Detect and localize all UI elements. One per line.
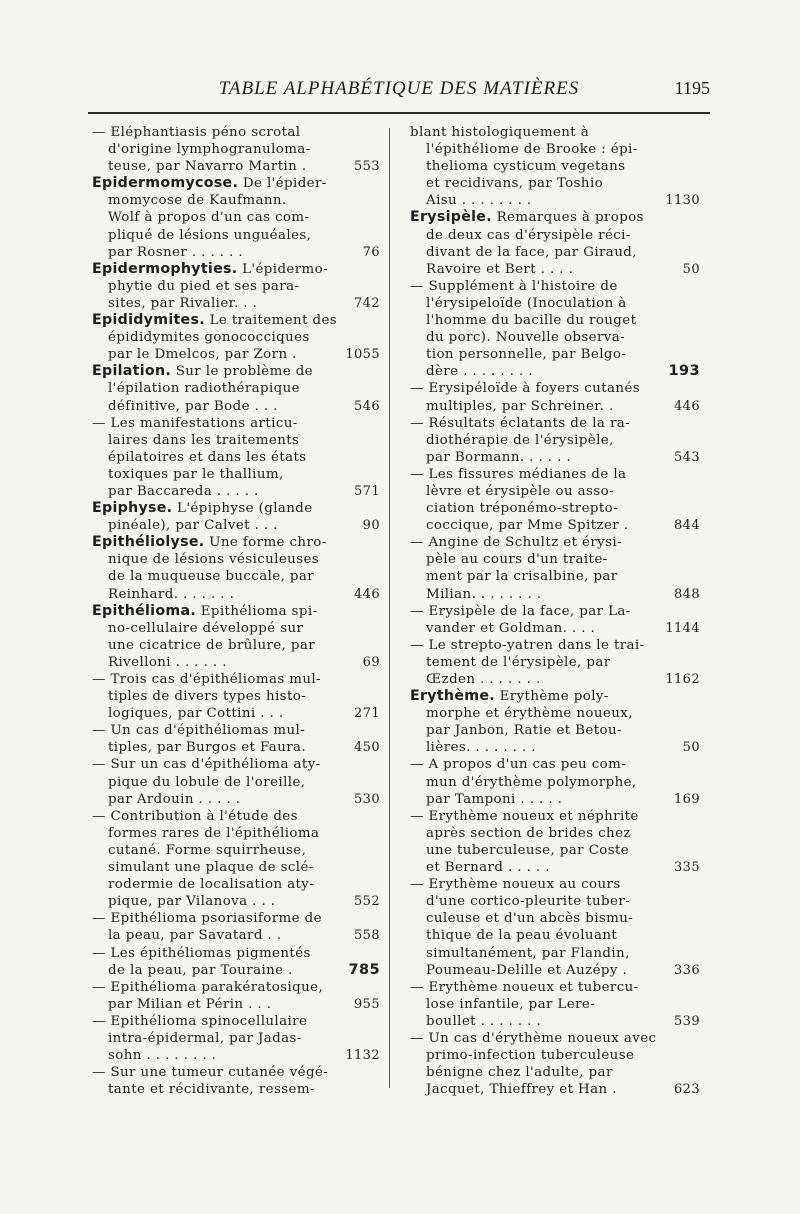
- index-entry: [92, 312, 378, 363]
- index-entry: [410, 415, 698, 466]
- entry-text: teuse, par Navarro Martin .: [108, 159, 307, 175]
- entry-text: par le Dmelcos, par Zorn .: [108, 347, 297, 363]
- page-reference: 558: [353, 928, 380, 944]
- entry-text: momycose de Kaufmann.: [108, 193, 287, 209]
- entry-text: d'origine lymphogranuloma-: [108, 142, 311, 158]
- page-reference: 1055: [345, 347, 380, 363]
- entry-text: et Bernard . . . . .: [426, 860, 550, 876]
- entry-heading: Epidermophyties.: [92, 260, 238, 277]
- entry-text: — Epithélioma parakératosique,: [92, 979, 324, 995]
- index-entry: [410, 979, 698, 1030]
- entry-text: pliqué de lésions unguéales,: [108, 227, 312, 243]
- index-entry: [410, 808, 698, 876]
- entry-text: bénigne chez l'adulte, par: [426, 1065, 613, 1081]
- entry-text: Milian. . . . . . . .: [426, 586, 542, 602]
- entry-text: par Ardouin . . . . .: [108, 791, 241, 807]
- entry-text: par Baccareda . . . . .: [108, 483, 259, 499]
- index-entry: [92, 534, 378, 602]
- entry-text: laires dans les traitements: [108, 432, 300, 448]
- page-reference: 1130: [665, 193, 700, 209]
- entry-text: no-cellulaire développé sur: [108, 620, 304, 636]
- index-entry: [92, 415, 378, 500]
- page-reference: 271: [353, 706, 380, 722]
- entry-text: phytie du pied et ses para-: [108, 278, 300, 294]
- entry-text: — Les fissures médianes de la: [410, 466, 627, 482]
- index-entry: [410, 876, 698, 979]
- entry-text: — Sur un cas d'épithélioma aty-: [92, 757, 321, 773]
- entry-text: ciation tréponémo-strepto-: [426, 501, 619, 517]
- page-header: [88, 78, 710, 108]
- entry-text: et recidivans, par Toshio: [426, 176, 604, 192]
- entry-text: par Tamponi . . . . .: [426, 791, 563, 807]
- entry-text: de la peau, par Touraine .: [108, 962, 293, 978]
- entry-text: Jacquet, Thieffrey et Han .: [426, 1082, 617, 1098]
- page-reference: 76: [362, 244, 380, 260]
- page-reference: 90: [362, 518, 380, 534]
- entry-text: mun d'érythème polymorphe,: [426, 774, 637, 790]
- entry-text: thelioma cysticum vegetans: [426, 159, 626, 175]
- right-column: [410, 124, 698, 1098]
- entry-text: pèle au cours d'un traite-: [426, 552, 608, 568]
- entry-text: thique de la peau évoluant: [426, 928, 618, 944]
- index-entry: [410, 209, 698, 277]
- index-entry: [410, 756, 698, 807]
- entry-text: Aisu . . . . . . . .: [426, 193, 532, 209]
- entry-text: — Un cas d'érythème noueux avec: [410, 1030, 657, 1046]
- entry-text: définitive, par Bode . . .: [108, 398, 278, 414]
- index-entry: [410, 603, 698, 637]
- entry-text: coccique, par Mme Spitzer .: [426, 518, 629, 534]
- entry-text: — Contribution à l'étude des: [92, 808, 298, 824]
- entry-text: De l'épider-: [242, 176, 327, 192]
- entry-text: L'épiphyse (glande: [177, 501, 313, 517]
- entry-text: sohn . . . . . . . .: [108, 1048, 217, 1064]
- entry-text: Une forme chro-: [209, 535, 327, 551]
- entry-text: Œzden . . . . . . .: [426, 672, 541, 687]
- entry-text: — Le strepto-yatren dans le trai-: [410, 637, 645, 653]
- page-reference: 169: [673, 791, 700, 807]
- entry-text: rodermie de localisation aty-: [108, 877, 315, 893]
- page-reference: 1144: [665, 620, 700, 636]
- entry-text: vander et Goldman. . . .: [426, 620, 596, 636]
- entry-text: pique, par Vilanova . . .: [108, 894, 276, 910]
- running-title: TABLE ALPHABÉTIQUE DES MATIÈRES: [218, 78, 580, 99]
- entry-text: — Supplément à l'histoire de: [410, 278, 618, 294]
- entry-text: — Epithélioma spinocellulaire: [92, 1013, 308, 1029]
- entry-text: boullet . . . . . . .: [426, 1013, 542, 1029]
- entry-text: — Erysipèle de la face, par La-: [410, 603, 631, 619]
- entry-text: tiples, par Burgos et Faura.: [108, 740, 307, 756]
- entry-text: — Erythème noueux et néphrite: [410, 808, 639, 824]
- page-reference: 623: [673, 1082, 700, 1098]
- entry-heading: Epidermomycose.: [92, 175, 239, 192]
- entry-text: — Un cas d'épithéliomas mul-: [92, 723, 306, 739]
- entry-text: simultanément, par Flandin,: [426, 945, 630, 961]
- entry-heading: Epilation.: [92, 363, 172, 380]
- page-reference: 1162: [665, 672, 700, 687]
- entry-text: — Les manifestations articu-: [92, 415, 298, 431]
- entry-text: épididymites gonococciques: [108, 330, 310, 346]
- entry-text: pique du lobule de l'oreille,: [108, 774, 306, 790]
- entry-text: L'épidermo-: [242, 261, 329, 277]
- entry-text: toxiques par le thallium,: [108, 466, 284, 482]
- entry-heading: Epiphyse.: [92, 500, 173, 517]
- index-entry: [410, 534, 698, 602]
- entry-text: l'homme du bacille du rouget: [426, 313, 637, 329]
- entry-text: de la muqueuse buccale, par: [108, 569, 315, 585]
- entry-heading: Erythème.: [410, 688, 495, 705]
- index-entry: [410, 688, 698, 756]
- entry-text: — Les épithéliomas pigmentés: [92, 945, 311, 961]
- entry-text: sites, par Rivalier. . .: [108, 295, 258, 311]
- entry-text: cutané. Forme squirrheuse,: [108, 842, 307, 858]
- entry-text: Epithélioma spi-: [200, 603, 318, 619]
- page-number: 1195: [674, 78, 710, 98]
- entry-text: Le traitement des: [209, 313, 338, 329]
- entry-text: pinéale), par Calvet . . .: [108, 518, 278, 534]
- entry-text: Wolf à propos d'un cas com-: [108, 210, 310, 226]
- entry-text: après section de brides chez: [426, 825, 631, 841]
- page-reference: 785: [348, 961, 380, 978]
- entry-heading: Erysipèle.: [410, 209, 492, 226]
- entry-text: — Erythème noueux et tubercu-: [410, 979, 639, 995]
- index-entry: [92, 363, 378, 414]
- page-reference: 539: [673, 1013, 700, 1029]
- entry-text: — Trois cas d'épithéliomas mul-: [92, 672, 321, 687]
- page-reference: 69: [362, 654, 380, 670]
- index-entry: [92, 979, 378, 1013]
- entry-text: par Janbon, Ratie et Betou-: [426, 723, 622, 739]
- entry-heading: Epithélioma.: [92, 602, 197, 619]
- entry-text: lières. . . . . . . .: [426, 740, 536, 756]
- entry-text: — Sur une tumeur cutanée végé-: [92, 1065, 329, 1081]
- entry-text: Rivelloni . . . . . .: [108, 654, 227, 670]
- index-entry: [92, 124, 378, 175]
- page-reference: 50: [682, 261, 700, 277]
- entry-text: la peau, par Savatard . .: [108, 928, 282, 944]
- entry-heading: Epithéliolyse.: [92, 534, 205, 551]
- entry-text: — Angine de Schultz et érysi-: [410, 535, 622, 551]
- entry-text: blant histologiquement à: [410, 125, 590, 140]
- entry-text: culeuse et d'un abcès bismu-: [426, 911, 634, 927]
- entry-text: morphe et érythème noueux,: [426, 706, 633, 722]
- entry-text: nique de lésions vésiculeuses: [108, 552, 320, 568]
- index-entry: [92, 910, 378, 944]
- index-entry: [410, 124, 698, 209]
- page-reference: 450: [353, 740, 380, 756]
- page-reference: 336: [673, 962, 700, 978]
- entry-text: Sur le problème de: [175, 364, 314, 380]
- entry-text: une cicatrice de brûlure, par: [108, 637, 316, 653]
- entry-text: — A propos d'un cas peu com-: [410, 757, 627, 773]
- entry-text: une tuberculeuse, par Coste: [426, 842, 630, 858]
- entry-text: tante et récidivante, ressem-: [108, 1082, 315, 1098]
- entry-text: — Eléphantiasis péno scrotal: [92, 125, 301, 140]
- entry-text: multiples, par Schreiner. .: [426, 398, 614, 414]
- index-entry: [410, 466, 698, 534]
- entry-text: intra-épidermal, par Jadas-: [108, 1030, 302, 1046]
- entry-text: par Milian et Périn . . .: [108, 996, 272, 1012]
- entry-text: par Bormann. . . . . .: [426, 449, 572, 465]
- entry-text: d'une cortico-pleurite tuber-: [426, 894, 631, 910]
- entry-text: — Erysipéloïde à foyers cutanés: [410, 381, 641, 397]
- page-reference: 546: [353, 398, 380, 414]
- entry-text: tiples de divers types histo-: [108, 689, 307, 705]
- entry-text: formes rares de l'épithélioma: [108, 825, 320, 841]
- page-reference: 955: [353, 996, 380, 1012]
- index-entry: [92, 722, 378, 756]
- entry-text: de deux cas d'érysipèle réci-: [426, 227, 631, 243]
- entry-text: Remarques à propos: [496, 210, 644, 226]
- entry-text: l'érysipeloïde (Inoculation à: [426, 295, 627, 311]
- left-column: [92, 124, 378, 1098]
- page-reference: 335: [673, 860, 700, 876]
- entry-text: — Epithélioma psoriasiforme de: [92, 911, 322, 927]
- index-entry: [92, 671, 378, 722]
- page-reference: 193: [668, 363, 700, 380]
- entry-text: diothérapie de l'érysipèle,: [426, 432, 614, 448]
- entry-text: Poumeau-Delille et Auzépy .: [426, 962, 628, 978]
- entry-text: Erythème poly-: [499, 689, 609, 705]
- page-reference: 50: [682, 740, 700, 756]
- index-entry: [92, 603, 378, 671]
- index-entry: [92, 500, 378, 534]
- entry-text: lose infantile, par Lere-: [426, 996, 596, 1012]
- entry-text: — Résultats éclatants de la ra-: [410, 415, 631, 431]
- entry-text: épilatoires et dans les états: [108, 449, 307, 465]
- entry-text: tement de l'érysipèle, par: [426, 654, 611, 670]
- page-reference: 553: [353, 159, 380, 175]
- header-rule: [88, 112, 710, 114]
- entry-text: simulant une plaque de sclé-: [108, 860, 314, 876]
- entry-text: primo-infection tuberculeuse: [426, 1048, 635, 1064]
- entry-text: lèvre et érysipèle ou asso-: [426, 483, 614, 499]
- page-reference: 844: [673, 518, 700, 534]
- page-reference: 446: [673, 398, 700, 414]
- index-entry: [92, 175, 378, 260]
- entry-text: du porc). Nouvelle observa-: [426, 330, 626, 346]
- page-reference: 552: [353, 894, 380, 910]
- entry-text: l'épithéliome de Brooke : épi-: [426, 142, 638, 158]
- index-entry: [92, 945, 378, 979]
- column-divider: [389, 128, 390, 1088]
- page-reference: 530: [353, 791, 380, 807]
- index-entry: [92, 261, 378, 312]
- index-entry: [410, 637, 698, 688]
- index-entry: [92, 1064, 378, 1098]
- entry-text: — Erythème noueux au cours: [410, 877, 621, 893]
- entry-text: dère . . . . . . . .: [426, 364, 533, 380]
- index-entry: [410, 1030, 698, 1098]
- index-entry: [92, 756, 378, 807]
- page-reference: 848: [673, 586, 700, 602]
- index-entry: [410, 380, 698, 414]
- entry-text: par Rosner . . . . . .: [108, 244, 244, 260]
- entry-text: tion personnelle, par Belgo-: [426, 347, 627, 363]
- index-entry: [92, 1013, 378, 1064]
- page-reference: 1132: [345, 1048, 380, 1064]
- entry-text: l'épilation radiothérapique: [108, 381, 301, 397]
- entry-text: logiques, par Cottini . . .: [108, 706, 284, 722]
- index-entry: [92, 808, 378, 911]
- page-reference: 571: [353, 483, 380, 499]
- page-reference: 543: [673, 449, 700, 465]
- page-reference: 742: [353, 295, 380, 311]
- entry-text: Ravoire et Bert . . . .: [426, 261, 574, 277]
- entry-text: ment par la crisalbine, par: [426, 569, 618, 585]
- index-entry: [410, 278, 698, 381]
- entry-heading: Epididymites.: [92, 312, 205, 329]
- entry-text: Reinhard. . . . . . .: [108, 586, 235, 602]
- entry-text: divant de la face, par Giraud,: [426, 244, 637, 260]
- page-reference: 446: [353, 586, 380, 602]
